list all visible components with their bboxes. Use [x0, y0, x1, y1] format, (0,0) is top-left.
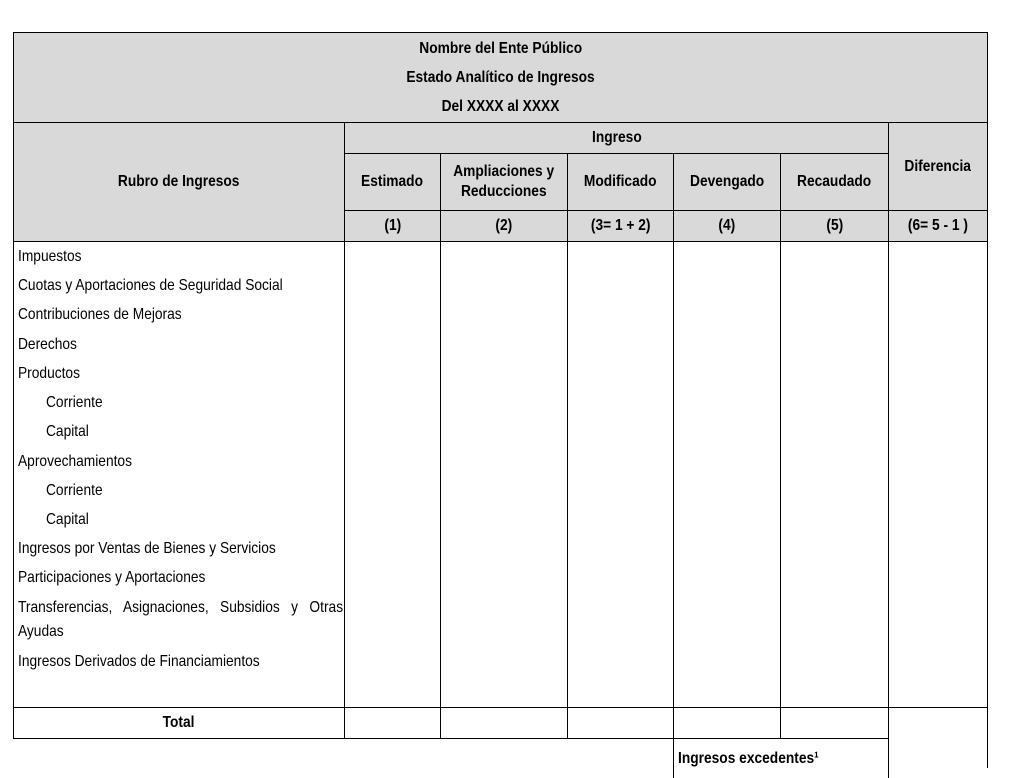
row-label-ventas: Ingresos por Ventas de Bienes y Servicios [18, 540, 276, 557]
data-column-recaudado [780, 241, 889, 708]
row-label-productos: Productos [18, 365, 80, 382]
row-label-aprovechamientos: Aprovechamientos [18, 453, 132, 470]
row-label-financiamientos: Ingresos Derivados de Financiamientos [18, 653, 260, 670]
report-title: Estado Analítico de Ingresos [406, 69, 595, 86]
data-column-modificado [567, 241, 674, 708]
col-number-6-label: (6= 5 - 1 ) [907, 217, 969, 234]
total-recaudado [780, 707, 889, 739]
col-number-1-label: (1) [384, 217, 401, 234]
total-devengado [673, 707, 781, 739]
col-number-5 [780, 210, 889, 242]
col-number-3-label: (3= 1 + 2) [590, 217, 651, 234]
col-number-4-label: (4) [718, 217, 736, 234]
header-ingreso [344, 122, 889, 154]
col-number-1 [344, 210, 441, 242]
header-estimado [344, 153, 441, 211]
row-label-transferencias-cont: Ayudas [18, 623, 64, 640]
data-column-ampliaciones [440, 241, 568, 708]
header-recaudado [780, 153, 889, 211]
report-period: Del XXXX al XXXX [441, 98, 560, 115]
col-number-5-label: (5) [826, 217, 843, 234]
report-header [13, 32, 988, 123]
header-diferencia-label: Diferencia [904, 157, 972, 175]
data-column-diferencia [888, 241, 988, 708]
total-diferencia [888, 707, 988, 768]
header-recaudado-label: Recaudado [797, 173, 872, 190]
total-ampliaciones [440, 707, 568, 739]
header-modificado [567, 153, 674, 211]
header-ampliaciones-label-2: Reducciones [461, 183, 547, 200]
header-rubro-label: Rubro de Ingresos [118, 173, 240, 190]
total-estimado [344, 707, 441, 739]
col-number-2 [440, 210, 568, 242]
row-label-derechos: Derechos [18, 336, 77, 353]
total-label: Total [163, 714, 195, 731]
col-number-6 [888, 210, 988, 242]
col-number-4 [673, 210, 781, 242]
entity-name: Nombre del Ente Público [419, 40, 582, 57]
header-devengado-label: Devengado [689, 173, 765, 190]
rubros-column [13, 241, 345, 708]
total-modificado [567, 707, 674, 739]
data-column-devengado [673, 241, 781, 708]
header-ampliaciones [440, 153, 568, 211]
row-label-impuestos: Impuestos [18, 248, 82, 265]
data-column-estimado [344, 241, 441, 708]
header-modificado-label: Modificado [584, 173, 657, 190]
header-devengado [673, 153, 781, 211]
header-diferencia [888, 122, 988, 211]
row-label-productos-corriente: Corriente [46, 394, 103, 411]
row-label-cuotas: Cuotas y Aportaciones de Seguridad Social [18, 277, 283, 294]
total-row-label [13, 707, 345, 739]
header-rubro [13, 122, 345, 242]
row-label-transferencias: Transferencias, Asignaciones, Subsidios y Otras [18, 599, 344, 616]
excedentes-cell [673, 738, 889, 778]
row-label-productos-capital: Capital [46, 423, 89, 440]
header-estimado-label: Estimado [361, 173, 424, 190]
estado-analitico-table [13, 32, 988, 768]
row-label-aprovechamientos-corriente: Corriente [46, 482, 103, 499]
col-number-2-label: (2) [495, 217, 513, 234]
row-label-aprovechamientos-capital: Capital [46, 511, 89, 528]
row-label-participaciones: Participaciones y Aportaciones [18, 569, 206, 586]
row-label-contribuciones: Contribuciones de Mejoras [18, 306, 182, 323]
excedentes-label: Ingresos excedentes¹ [678, 750, 819, 767]
col-number-3 [567, 210, 674, 242]
header-ingreso-label: Ingreso [591, 129, 642, 146]
header-ampliaciones-label-1: Ampliaciones y [453, 163, 555, 180]
